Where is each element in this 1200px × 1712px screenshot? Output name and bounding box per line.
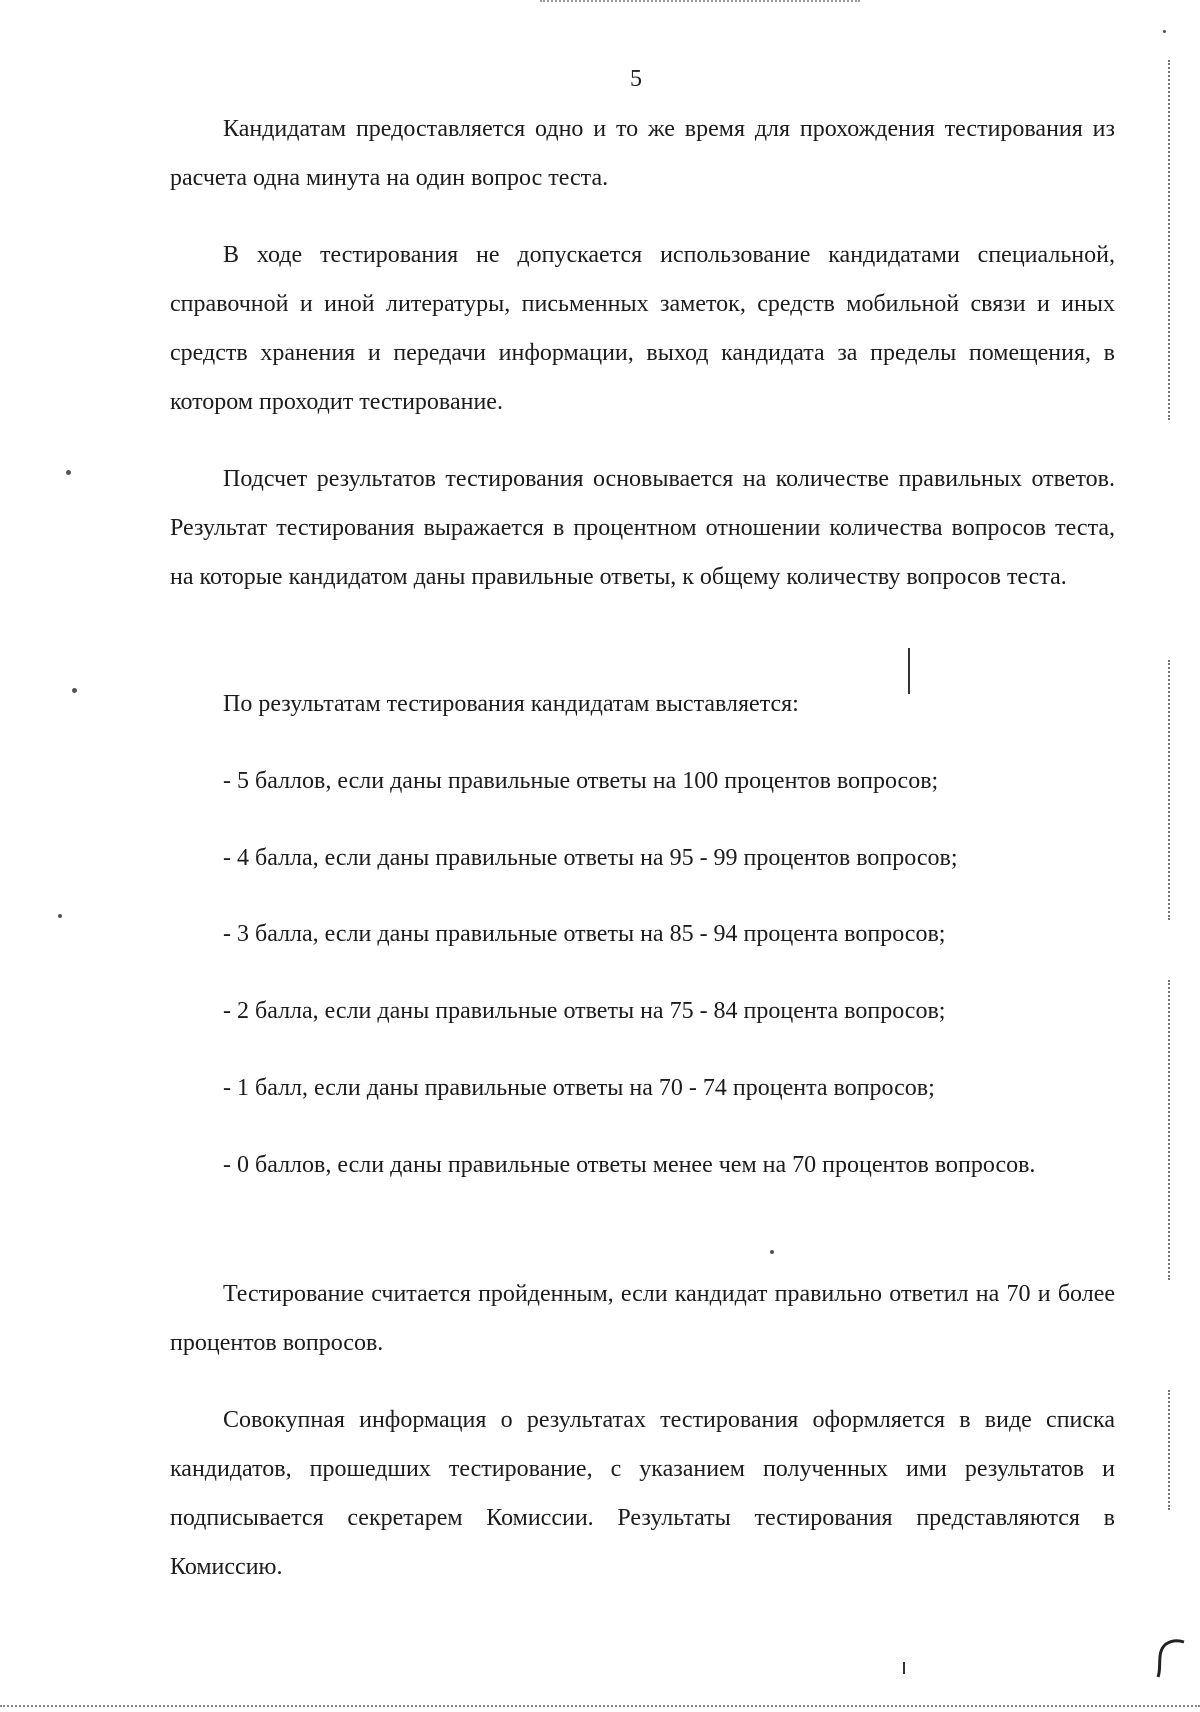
scan-edge-artifact (1168, 660, 1170, 920)
page-number: 5 (630, 66, 642, 92)
scan-speck (72, 688, 77, 693)
score-line: - 1 балл, если даны правильные ответы на 70 - 74 процента вопросов; (223, 1075, 935, 1101)
scan-corner-mark (1148, 1632, 1188, 1682)
score-list-item (170, 757, 1115, 806)
scan-mark (903, 1662, 905, 1674)
score-list-item (170, 910, 1115, 959)
paragraph-text: В ходе тестирования не допускается использование кандидатами специальной, справочной и иной литературы, письменных заметок, средств мобильной связи и иных средств хранения и передачи информации, выход кандидата за пределы помещения, в котором проходит тестирование. (170, 242, 1115, 415)
paragraph-text: По результатам тестирования кандидатам выставляется: (223, 691, 799, 717)
score-line: - 2 балла, если даны правильные ответы на 75 - 84 процента вопросов; (223, 998, 946, 1024)
score-list-item (170, 1141, 1115, 1190)
paragraph-text: Подсчет результатов тестирования основывается на количестве правильных ответов. Результат тестирования выражается в процентном отношении количества вопросов теста, на которые кандидатом даны правильные ответы, к общему количеству вопросов теста. (170, 466, 1115, 590)
scan-edge-artifact (1168, 1390, 1170, 1510)
paragraph-time-limit (170, 105, 1115, 203)
paragraph-text: Совокупная информация о результатах тестирования оформляется в виде списка кандидатов, прошедших тестирование, с указанием полученных ими результатов и подписывается секретарем Комиссии. Результаты тестирования представляются в Комиссию. (170, 1407, 1115, 1580)
scan-speck (58, 914, 62, 918)
paragraph-text: Тестирование считается пройденным, если кандидат правильно ответил на 70 и более процентов вопросов. (170, 1281, 1115, 1356)
paragraph-results-summary (170, 1396, 1115, 1592)
score-line: - 3 балла, если даны правильные ответы на 85 - 94 процента вопросов; (223, 921, 946, 947)
score-line: - 0 баллов, если даны правильные ответы менее чем на 70 процентов вопросов. (223, 1152, 1036, 1178)
scan-edge-artifact (1168, 980, 1170, 1280)
scan-mark (908, 648, 910, 694)
scan-edge-artifact (1168, 60, 1170, 420)
score-list-item (170, 834, 1115, 883)
scan-speck (770, 1250, 774, 1254)
paragraph-restrictions (170, 231, 1115, 427)
score-line: - 4 балла, если даны правильные ответы на 95 - 99 процентов вопросов; (223, 845, 958, 871)
paragraph-pass-criteria (170, 1270, 1115, 1368)
paragraph-score-intro (170, 680, 1115, 729)
scan-speck (66, 470, 71, 475)
score-list-item (170, 987, 1115, 1036)
scan-speck (1163, 30, 1166, 33)
paragraph-text: Кандидатам предоставляется одно и то же время для прохождения тестирования из расчета одна минута на один вопрос теста. (170, 116, 1115, 191)
score-line: - 5 баллов, если даны правильные ответы на 100 процентов вопросов; (223, 768, 939, 794)
score-list-item (170, 1064, 1115, 1113)
scan-edge-artifact (0, 1705, 1200, 1709)
paragraph-scoring-method (170, 455, 1115, 602)
scan-edge-artifact (540, 0, 860, 4)
